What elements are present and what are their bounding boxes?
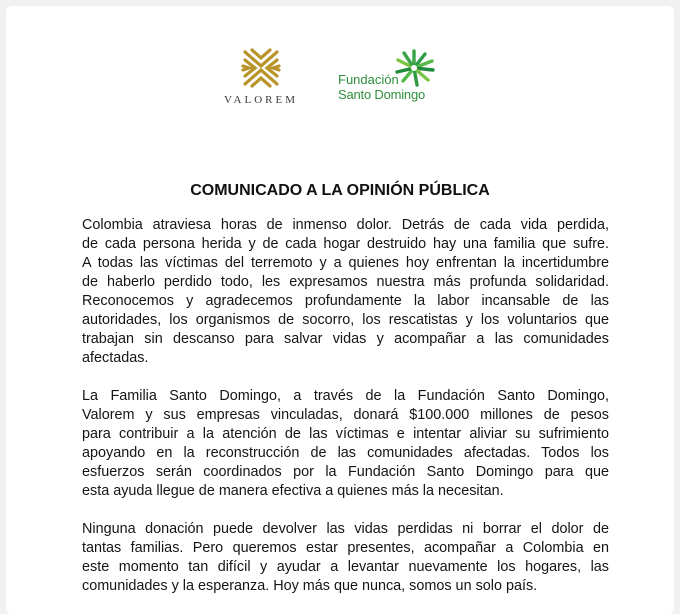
- text-line: este momento tan difícil y ayudar a levantar nuevamente los hogares, las: [82, 559, 609, 575]
- document-page: [6, 6, 674, 614]
- text-line: Colombia atraviesa horas de inmenso dolor. Detrás de cada vida perdida,: [82, 217, 609, 233]
- paragraph-2: [82, 387, 609, 501]
- fundacion-santo-domingo-logo: [334, 52, 464, 112]
- logos-header: [6, 36, 674, 116]
- text-line: Valorem y sus empresas vinculadas, donará $100.000 millones de pesos: [82, 407, 609, 423]
- fundacion-wordmark-line2: Santo Domingo: [338, 87, 426, 102]
- document-body: [82, 216, 609, 614]
- paragraph-3: [82, 520, 609, 596]
- text-line: La Familia Santo Domingo, a través de la Fundación Santo Domingo,: [82, 388, 609, 404]
- text-line: trabajan sin descanso para salvar vidas y acompañar a las comunidades: [82, 331, 609, 347]
- text-line: tantas familias. Pero queremos estar presentes, acompañar a Colombia en: [82, 540, 609, 556]
- text-line: comunidades y la esperanza. Hoy más que nunca, somos un solo país.: [82, 578, 538, 594]
- text-line: esfuerzos serán coordinados por la Fundación Santo Domingo para que: [82, 464, 609, 480]
- valorem-emblem-icon: [239, 46, 283, 90]
- text-line: autoridades, los organismos de socorro, los rescatistas y los voluntarios que: [82, 312, 609, 328]
- text-line: de haberlo perdido todo, les expresamos nuestra más profunda solidaridad.: [82, 274, 609, 290]
- text-line: afectadas.: [82, 350, 149, 366]
- valorem-wordmark: VALOREM: [224, 94, 298, 106]
- text-line: Ninguna donación puede devolver las vidas perdidas ni borrar el dolor de: [82, 521, 609, 537]
- text-line: apoyando en la reconstrucción de las comunidades afectadas. Todos los: [82, 445, 609, 461]
- paragraph-1: [82, 216, 609, 368]
- document-title: COMUNICADO A LA OPINIÓN PÚBLICA: [190, 182, 490, 199]
- text-line: Reconocemos y agradecemos profundamente la labor incansable de las: [82, 293, 609, 309]
- fundacion-wordmark-line1: Fundación: [338, 72, 399, 87]
- text-line: A todas las víctimas del terremoto y a quienes hoy enfrentan la incertidumbre: [82, 255, 609, 271]
- valorem-logo: [211, 46, 311, 116]
- text-line: de cada persona herida y de cada hogar destruido hay una familia que sufre.: [82, 236, 609, 252]
- text-line: para contribuir a la atención de las víctimas e intentar aliviar su sufrimiento: [82, 426, 609, 442]
- text-line: esta ayuda llegue de manera efectiva a quienes más la necesitan.: [82, 483, 504, 499]
